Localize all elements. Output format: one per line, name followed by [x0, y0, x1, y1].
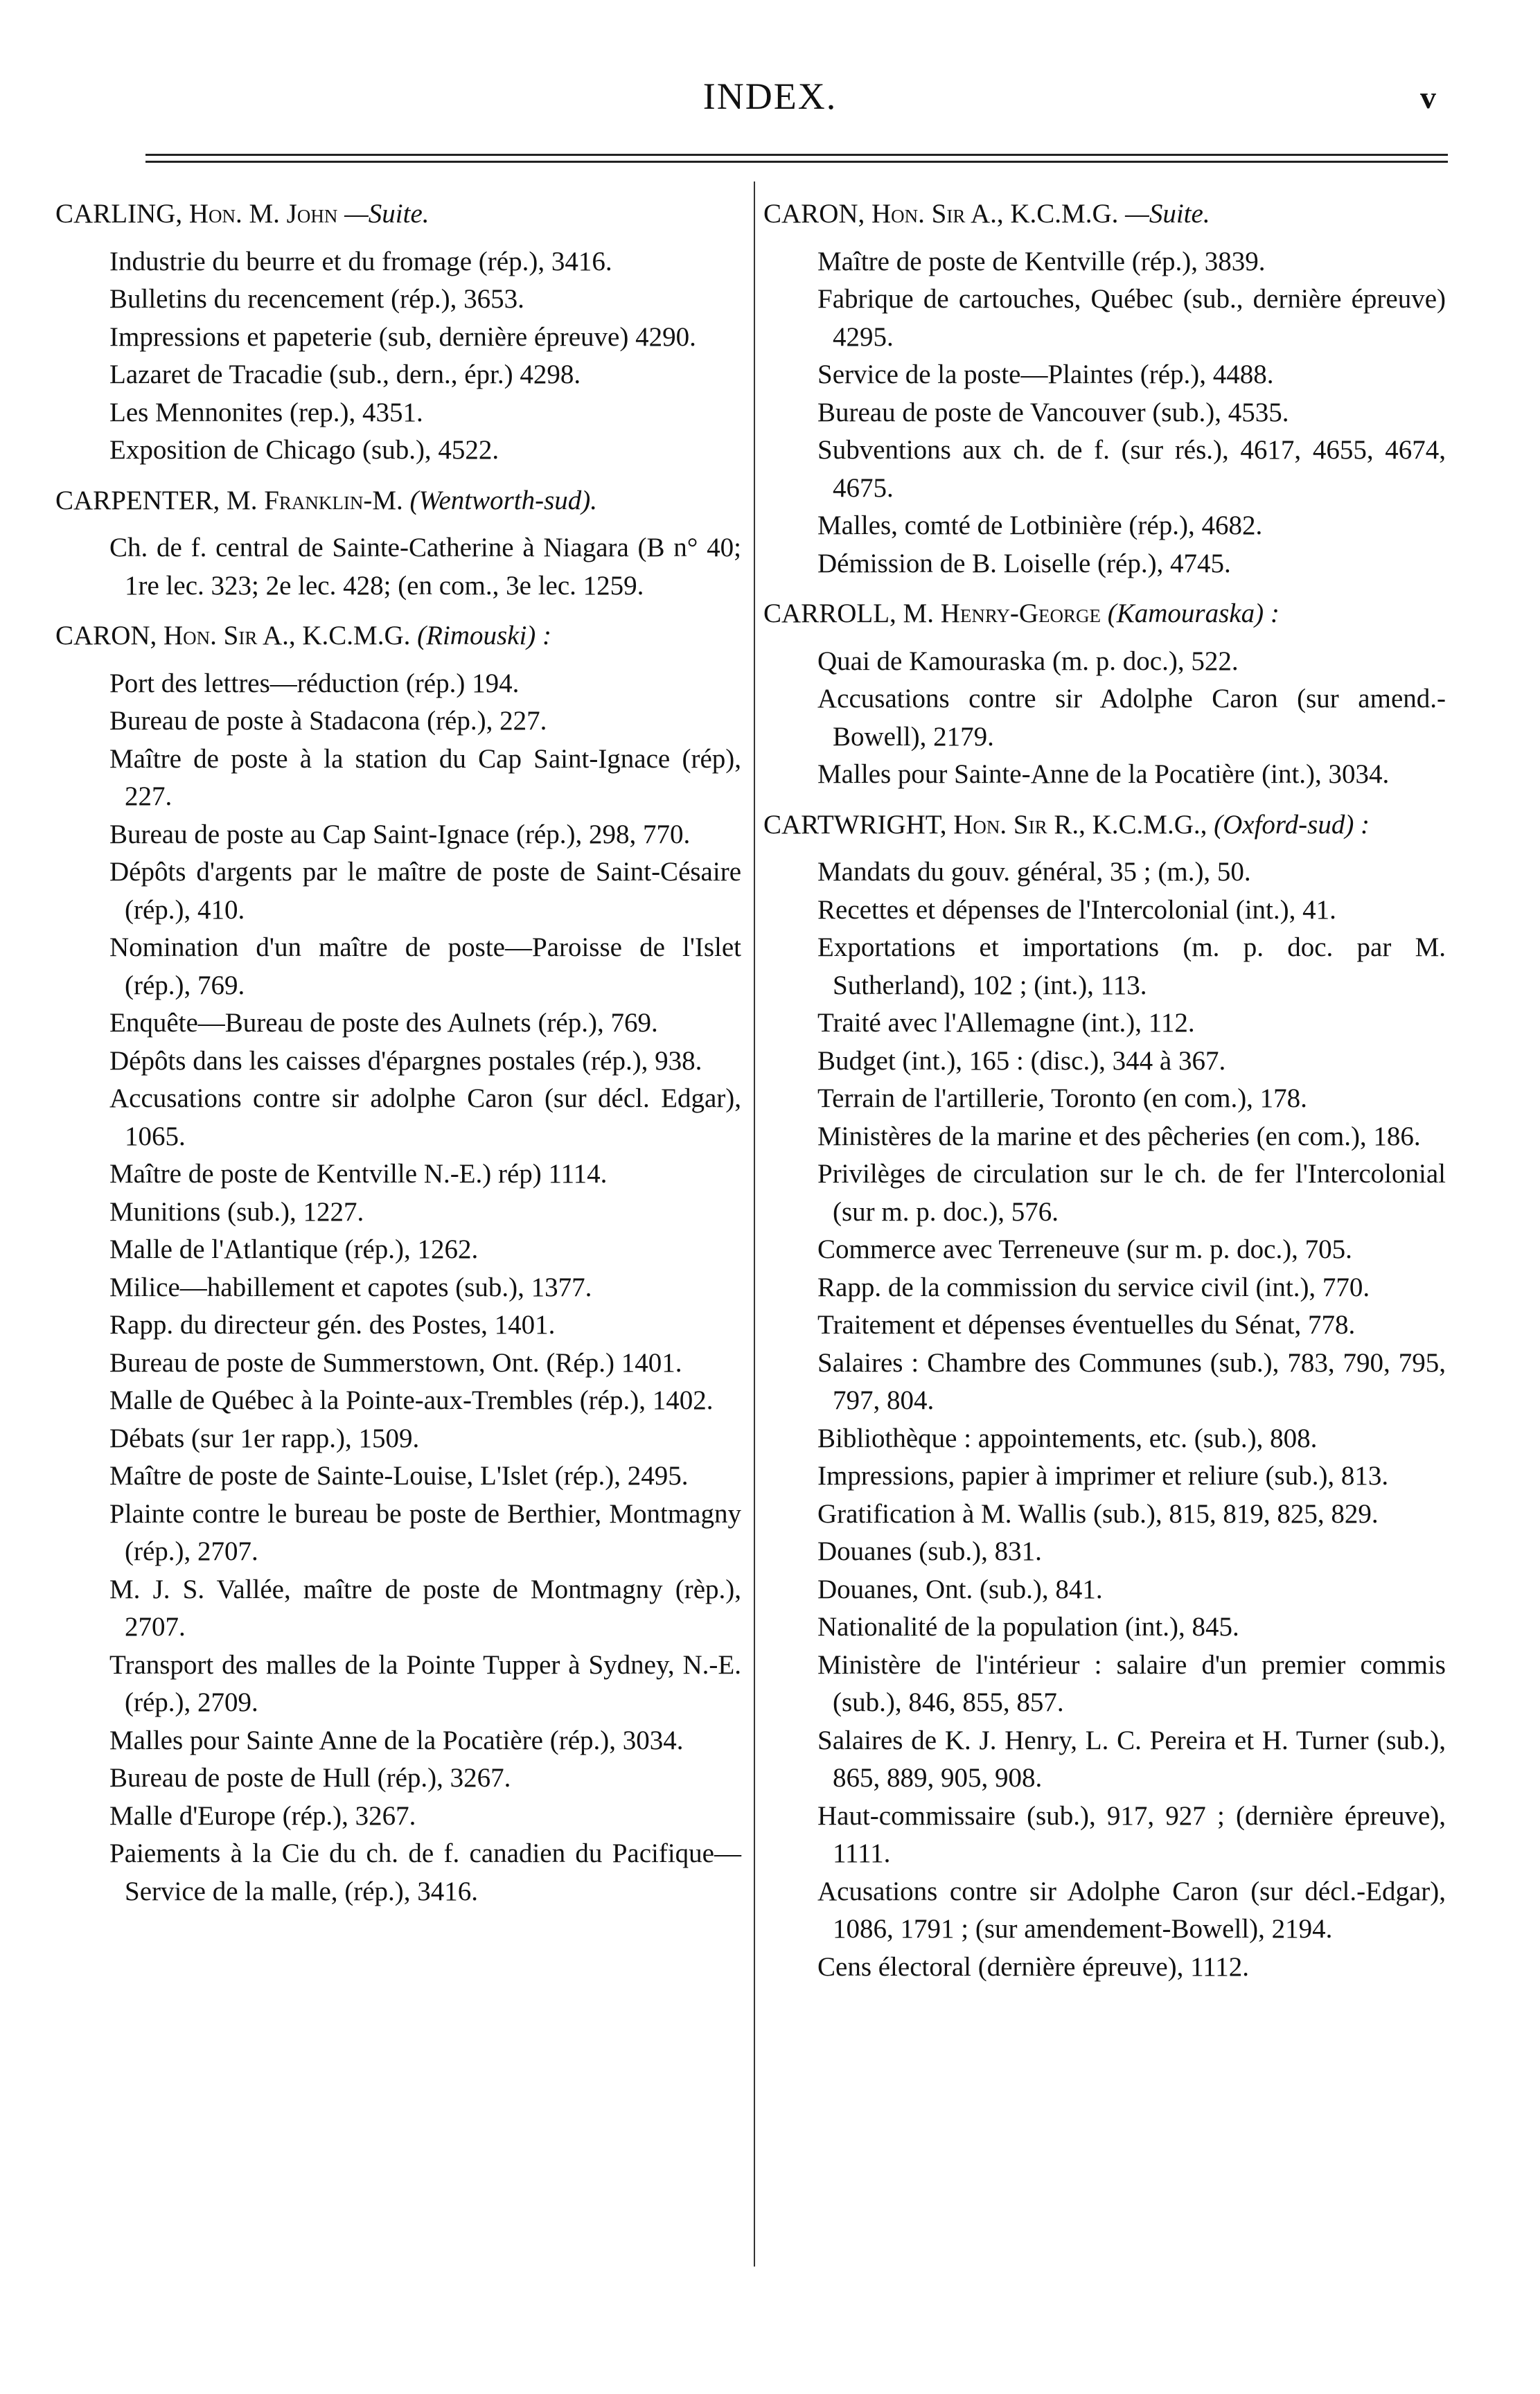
- index-entry: Transport des malles de la Pointe Tupper à Sydney, N.-E. (rép.), 2709.: [109, 1649, 741, 1717]
- index-entry: Bureau de poste à Stadacona (rép.), 227.: [109, 706, 547, 736]
- index-entry: Ministères de la marine et des pêcheries (en com.), 186.: [817, 1121, 1421, 1151]
- member-name: CARPENTER, M. Franklin-M.: [55, 485, 403, 515]
- index-entry: Milice—habillement et capotes (sub.), 1377.: [109, 1272, 592, 1302]
- section-heading: [763, 806, 1446, 844]
- header-rule-double: [145, 161, 1448, 163]
- index-entry: Commerce avec Terreneuve (sur m. p. doc.), 705.: [817, 1234, 1352, 1264]
- section-heading: [763, 595, 1446, 633]
- index-entry: Dépôts d'argents par le maître de poste de Saint-Césaire (rép.), 410.: [109, 857, 741, 925]
- page-header: [0, 75, 1540, 130]
- heading-suffix: (Kamouraska) :: [1107, 598, 1280, 628]
- column-divider: [754, 181, 755, 2267]
- index-entry: Budget (int.), 165 : (disc.), 344 à 367.: [817, 1045, 1226, 1076]
- index-entry: Impressions, papier à imprimer et reliure (sub.), 813.: [817, 1461, 1389, 1491]
- index-entry: Maître de poste à la station du Cap Saint-Ignace (rép), 227.: [109, 743, 741, 811]
- heading-suffix: —Suite.: [344, 199, 430, 229]
- index-entry: Ministère de l'intérieur : salaire d'un premier commis (sub.), 846, 855, 857.: [817, 1649, 1446, 1717]
- index-entry: Rapp. du directeur gén. des Postes, 1401.: [109, 1310, 556, 1340]
- index-entry: Recettes et dépenses de l'Intercolonial (int.), 41.: [817, 894, 1336, 925]
- index-entry: Bureau de poste de Hull (rép.), 3267.: [109, 1763, 511, 1793]
- heading-suffix: (Oxford-sud) :: [1214, 809, 1370, 840]
- index-entry: Démission de B. Loiselle (rép.), 4745.: [817, 548, 1231, 578]
- index-entry: Exportations et importations (m. p. doc. par M. Sutherland), 102 ; (int.), 113.: [817, 932, 1446, 1000]
- index-entry: Paiements à la Cie du ch. de f. canadien du Pacifique—Service de la malle, (rép.), 3416.: [109, 1838, 741, 1906]
- header-rule: [145, 154, 1448, 156]
- index-entry: Plainte contre le bureau be poste de Berthier, Montmagny (rép.), 2707.: [109, 1498, 741, 1566]
- index-entry: Malles pour Sainte-Anne de la Pocatière (int.), 3034.: [817, 759, 1390, 789]
- index-entry: Enquête—Bureau de poste des Aulnets (rép.), 769.: [109, 1008, 658, 1038]
- index-entry: Exposition de Chicago (sub.), 4522.: [109, 435, 499, 465]
- index-entry: Salaires de K. J. Henry, L. C. Pereira et H. Turner (sub.), 865, 889, 905, 908.: [817, 1725, 1446, 1793]
- index-entry: Maître de poste de Sainte-Louise, L'Islet (rép.), 2495.: [109, 1461, 689, 1491]
- heading-suffix: (Wentworth-sud).: [409, 485, 598, 515]
- index-entry: Traitement et dépenses éventuelles du Sénat, 778.: [817, 1310, 1356, 1340]
- index-entry: Service de la poste—Plaintes (rép.), 4488.: [817, 360, 1274, 389]
- index-entry: Acusations contre sir Adolphe Caron (sur décl.-Edgar), 1086, 1791 ; (sur amendement-Bowell), 2194.: [817, 1876, 1446, 1944]
- index-entry: Quai de Kamouraska (m. p. doc.), 522.: [817, 646, 1239, 676]
- index-entry: Douanes (sub.), 831.: [817, 1536, 1042, 1566]
- index-entry: Traité avec l'Allemagne (int.), 112.: [817, 1008, 1195, 1038]
- index-entry: Douanes, Ont. (sub.), 841.: [817, 1574, 1103, 1604]
- page-title: INDEX.: [702, 76, 838, 117]
- section-heading: [55, 482, 741, 520]
- page-number: v: [1420, 80, 1436, 115]
- index-entry: Maître de poste de Kentville (rép.), 3839.: [817, 246, 1266, 276]
- heading-suffix: —Suite.: [1125, 199, 1210, 229]
- index-entry: Malle de l'Atlantique (rép.), 1262.: [109, 1234, 479, 1264]
- member-name: CARROLL, M. Henry-George: [763, 598, 1101, 628]
- index-entry: Bureau de poste au Cap Saint-Ignace (rép.), 298, 770.: [109, 819, 691, 849]
- index-entry: Maître de poste de Kentville N.-E.) rép) 1114.: [109, 1159, 608, 1189]
- index-entry: Salaires : Chambre des Communes (sub.), 783, 790, 795, 797, 804.: [817, 1347, 1446, 1415]
- index-section: [763, 806, 1446, 1987]
- member-name: CARON, Hon. Sir A., K.C.M.G.: [763, 199, 1119, 229]
- member-name: CARLING, Hon. M. John: [55, 199, 338, 229]
- index-entry: Nomination d'un maître de poste—Paroisse de l'Islet (rép.), 769.: [109, 932, 741, 1000]
- index-entry: Dépôts dans les caisses d'épargnes postales (rép.), 938.: [109, 1045, 702, 1076]
- index-entry: Privilèges de circulation sur le ch. de fer l'Intercolonial (sur m. p. doc.), 576.: [817, 1159, 1446, 1227]
- heading-suffix: (Rimouski) :: [417, 621, 552, 650]
- index-entry: Fabrique de cartouches, Québec (sub., dernière épreuve) 4295.: [817, 284, 1446, 352]
- index-entry: Malle d'Europe (rép.), 3267.: [109, 1800, 416, 1831]
- member-name: CARTWRIGHT, Hon. Sir R., K.C.M.G.,: [763, 809, 1207, 840]
- index-entry: Malles, comté de Lotbinière (rép.), 4682.: [817, 511, 1263, 540]
- index-entry: Rapp. de la commission du service civil (int.), 770.: [817, 1272, 1370, 1302]
- left-column: [55, 195, 741, 1923]
- index-entry: Bureau de poste de Vancouver (sub.), 4535.: [817, 397, 1289, 427]
- index-entry: Les Mennonites (rep.), 4351.: [109, 397, 423, 427]
- index-section: [763, 595, 1446, 794]
- index-entry: Débats (sur 1er rapp.), 1509.: [109, 1423, 420, 1453]
- section-heading: [763, 195, 1446, 233]
- index-section: [55, 482, 741, 605]
- index-entry: Haut-commissaire (sub.), 917, 927 ; (dernière épreuve), 1111.: [817, 1800, 1446, 1868]
- index-entry: Terrain de l'artillerie, Toronto (en com.), 178.: [817, 1083, 1307, 1113]
- index-entry: Bibliothèque : appointements, etc. (sub.), 808.: [817, 1423, 1318, 1453]
- index-section: [55, 617, 741, 1910]
- index-entry: Impressions et papeterie (sub, dernière épreuve) 4290.: [109, 321, 696, 352]
- index-entry: M. J. S. Vallée, maître de poste de Montmagny (rèp.), 2707.: [109, 1574, 741, 1642]
- section-heading: [55, 617, 741, 655]
- index-entry: Port des lettres—réduction (rép.) 194.: [109, 668, 520, 698]
- index-entry: Industrie du beurre et du fromage (rép.), 3416.: [109, 246, 612, 276]
- index-entry: Malle de Québec à la Pointe-aux-Trembles (rép.), 1402.: [109, 1385, 714, 1415]
- right-column: [763, 195, 1446, 1998]
- index-entry: Accusations contre sir adolphe Caron (sur décl. Edgar), 1065.: [109, 1083, 741, 1151]
- index-entry: Ch. de f. central de Sainte-Catherine à Niagara (B n° 40; 1re lec. 323; 2e lec. 428; (en com., 3e lec. 1259.: [109, 533, 741, 601]
- index-entry: Subventions aux ch. de f. (sur rés.), 4617, 4655, 4674, 4675.: [817, 435, 1446, 503]
- index-section: [55, 195, 741, 470]
- index-entry: Malles pour Sainte Anne de la Pocatière (rép.), 3034.: [109, 1725, 684, 1755]
- index-entry: Accusations contre sir Adolphe Caron (sur amend.-Bowell), 2179.: [817, 684, 1446, 752]
- index-entry: Mandats du gouv. général, 35 ; (m.), 50.: [817, 857, 1251, 887]
- index-entry: Cens électoral (dernière épreuve), 1112.: [817, 1951, 1249, 1982]
- index-entry: Bureau de poste de Summerstown, Ont. (Rép.) 1401.: [109, 1347, 682, 1378]
- index-entry: Gratification à M. Wallis (sub.), 815, 819, 825, 829.: [817, 1498, 1379, 1529]
- member-name: CARON, Hon. Sir A., K.C.M.G.: [55, 621, 411, 650]
- index-entry: Nationalité de la population (int.), 845.: [817, 1612, 1239, 1642]
- index-section: [763, 195, 1446, 583]
- index-entry: Bulletins du recencement (rép.), 3653.: [109, 284, 524, 314]
- index-entry: Lazaret de Tracadie (sub., dern., épr.) 4298.: [109, 360, 581, 389]
- section-heading: [55, 195, 741, 233]
- index-entry: Munitions (sub.), 1227.: [109, 1196, 364, 1227]
